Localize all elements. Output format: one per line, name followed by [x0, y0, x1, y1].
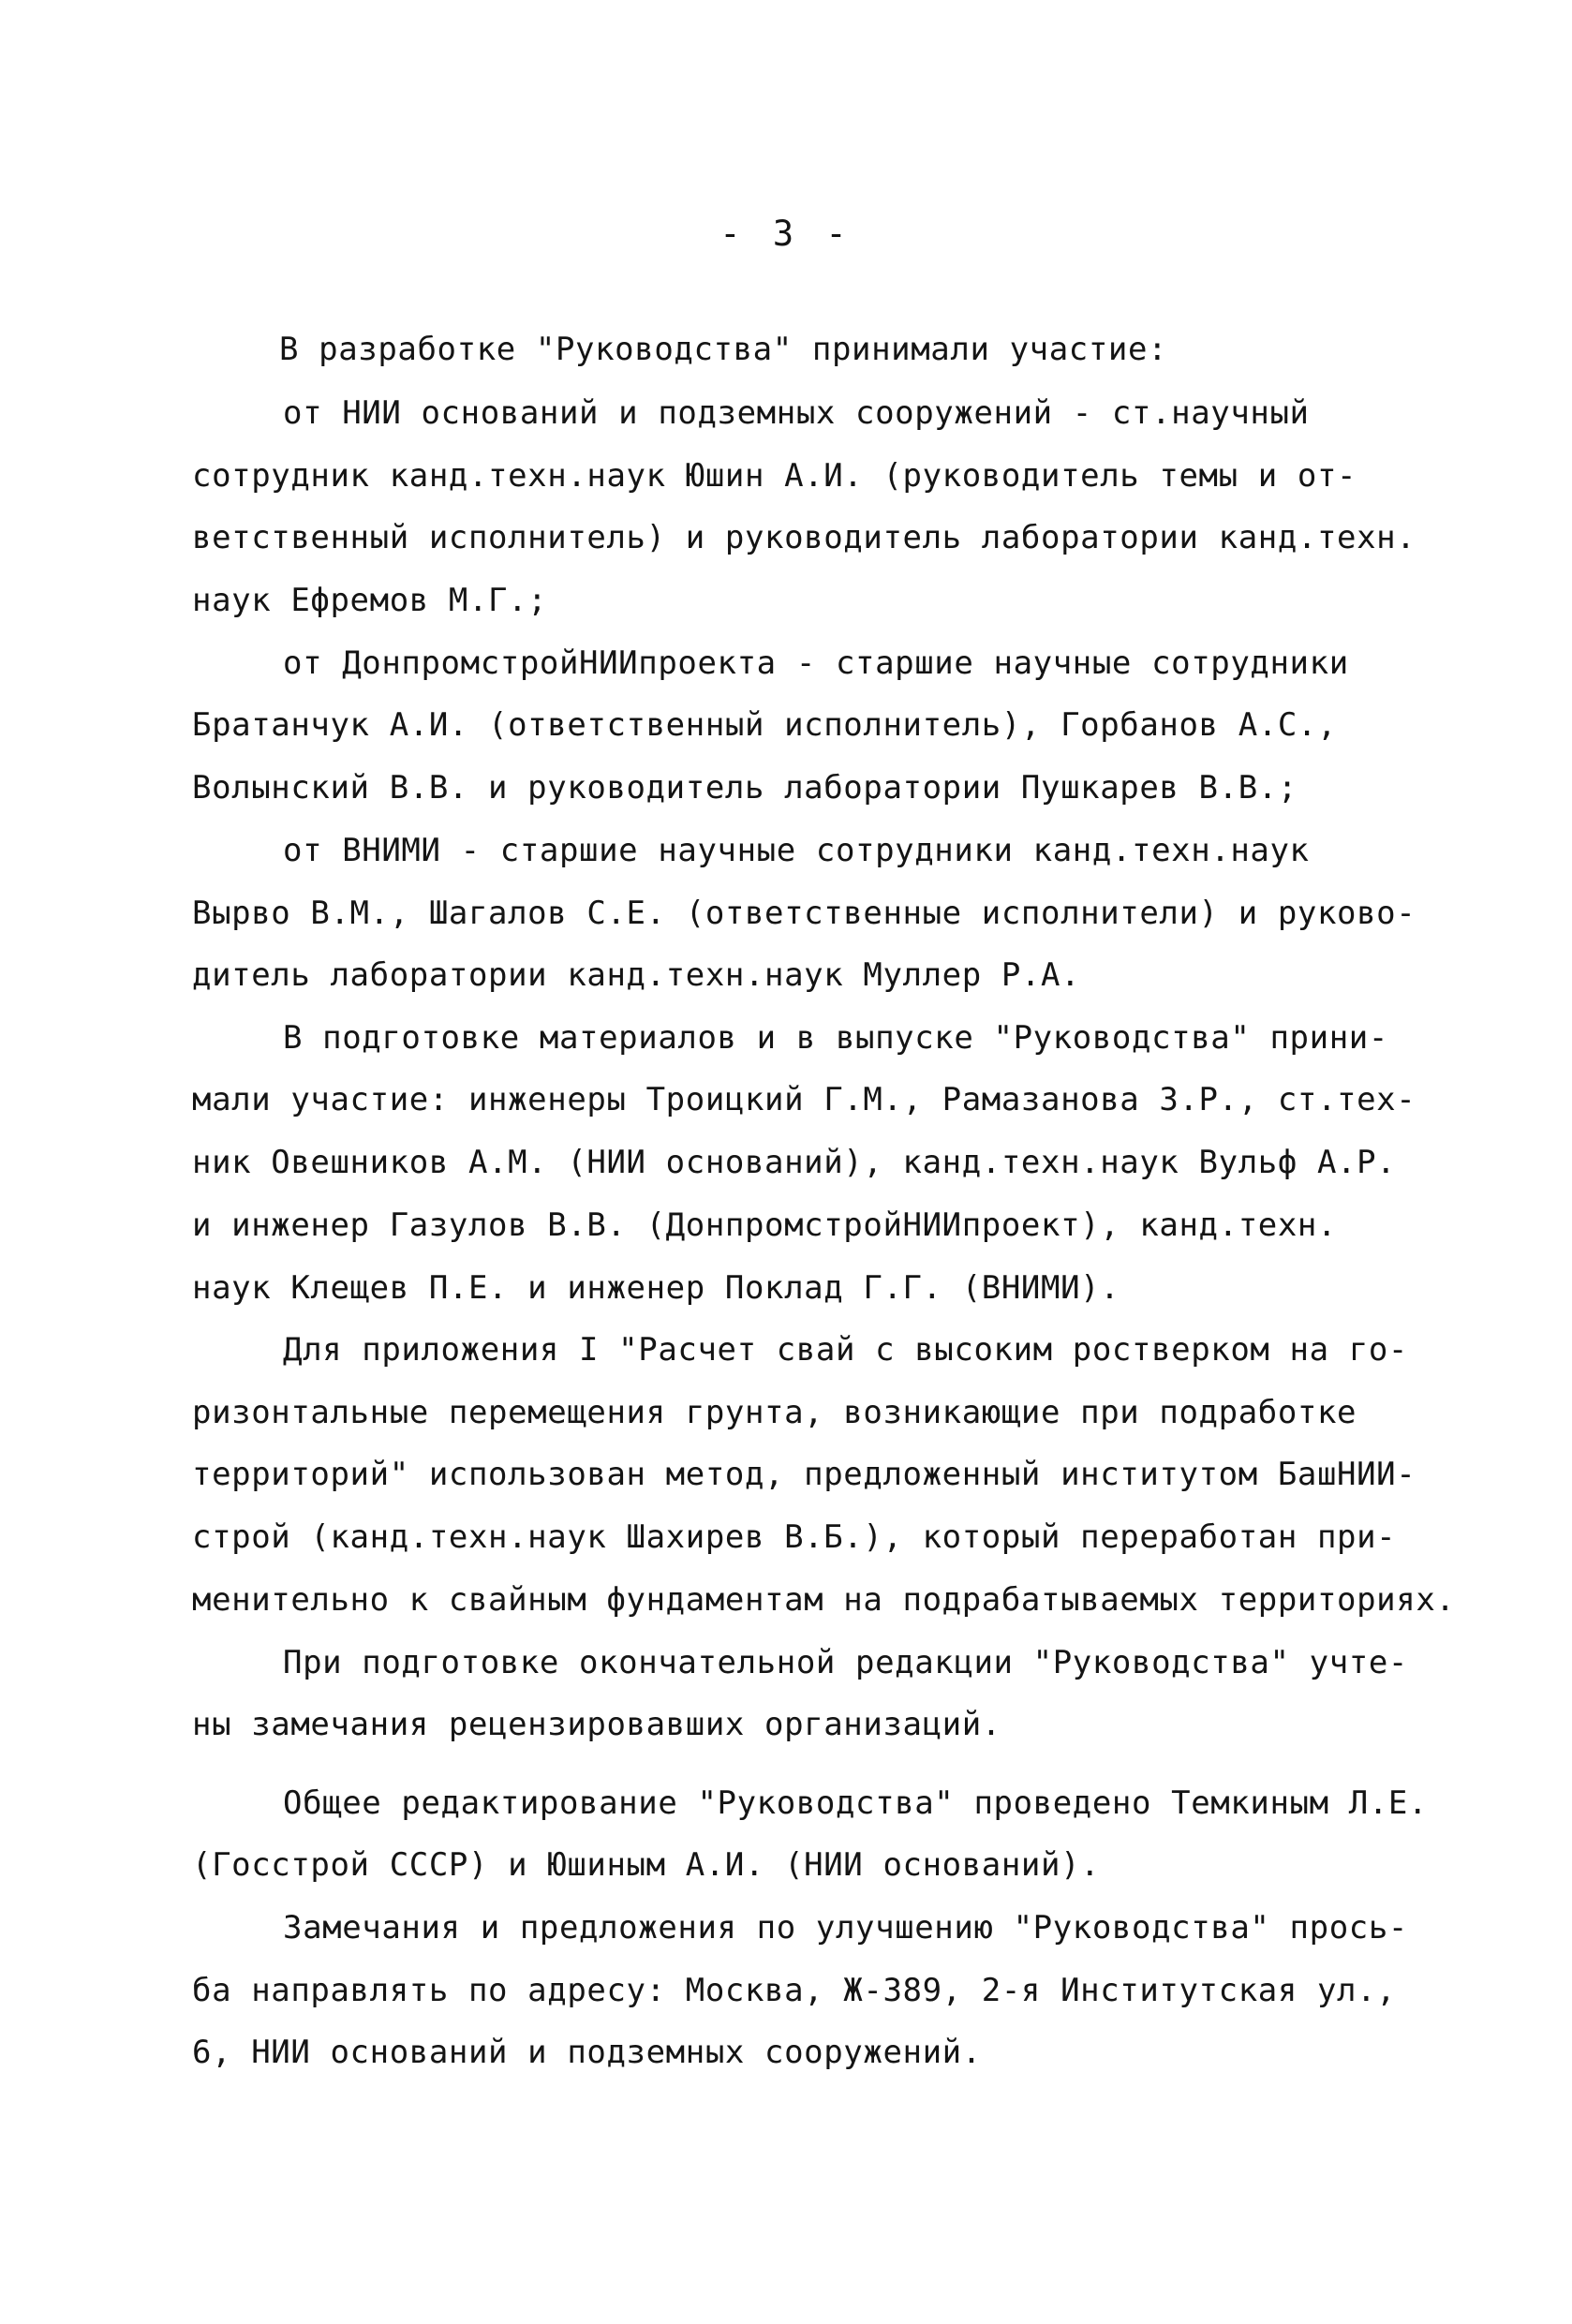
- text-line: Братанчук А.И. (ответственный исполнитель), Горбанов А.С.,: [192, 706, 1338, 744]
- text-line: ба направлять по адресу: Москва, Ж-389, 2-я Институтская ул.,: [192, 1972, 1397, 2009]
- text-line: В разработке "Руководства" принимали участие:: [279, 331, 1168, 368]
- text-line: от ВНИМИ - старшие научные сотрудники канд.техн.наук: [283, 832, 1310, 869]
- text-line: Вырво В.М., Шагалов С.Е. (ответственные исполнители) и руково-: [192, 895, 1416, 932]
- text-line: наук Ефремов М.Г.;: [192, 582, 548, 619]
- text-line: и инженер Газулов В.В. (ДонпромстройНИИпроект), канд.техн.: [192, 1206, 1338, 1244]
- text-line: менительно к свайным фундаментам на подрабатываемых территориях.: [192, 1581, 1456, 1619]
- text-line: ризонтальные перемещения грунта, возникающие при подработке: [192, 1394, 1357, 1431]
- text-line: Замечания и предложения по улучшению "Руководства" прось-: [283, 1909, 1408, 1947]
- text-line: дитель лаборатории канд.техн.наук Муллер Р.А.: [192, 956, 1081, 994]
- text-line: В подготовке материалов и в выпуске "Руководства" прини-: [283, 1019, 1388, 1057]
- text-line: ветственный исполнитель) и руководитель лаборатории канд.техн.: [192, 519, 1416, 556]
- text-line: наук Клещев П.Е. и инженер Поклад Г.Г. (ВНИМИ).: [192, 1269, 1120, 1307]
- text-line: (Госстрой СССР) и Юшиным А.И. (НИИ оснований).: [192, 1846, 1101, 1884]
- text-line: строй (канд.техн.наук Шахирев В.Б.), который переработан при-: [192, 1518, 1397, 1556]
- text-line: 6, НИИ оснований и подземных сооружений.: [192, 2034, 982, 2071]
- text-line: Общее редактирование "Руководства" проведено Темкиным Л.Е.: [283, 1784, 1429, 1822]
- text-line: мали участие: инженеры Троицкий Г.М., Рамазанова З.Р., ст.тех-: [192, 1081, 1416, 1118]
- text-line: сотрудник канд.техн.наук Юшин А.И. (руководитель темы и от-: [192, 457, 1357, 495]
- text-line: Для приложения I "Расчет свай с высоким ростверком на го-: [283, 1331, 1408, 1369]
- text-line: от НИИ оснований и подземных сооружений - ст.научный: [283, 394, 1310, 432]
- text-line: территорий" использован метод, предложенный институтом БашНИИ-: [192, 1456, 1416, 1493]
- text-line: При подготовке окончательной редакции "Руководства" учте-: [283, 1644, 1408, 1681]
- text-line: ник Овешников А.М. (НИИ оснований), канд.техн.наук Вульф А.Р.: [192, 1144, 1397, 1181]
- text-line: ны замечания рецензировавших организаций.: [192, 1706, 1001, 1743]
- page-number: - 3 -: [719, 214, 853, 254]
- text-line: от ДонпромстройНИИпроекта - старшие научные сотрудники: [283, 644, 1349, 682]
- text-line: Волынский В.В. и руководитель лаборатории Пушкарев В.В.;: [192, 769, 1298, 807]
